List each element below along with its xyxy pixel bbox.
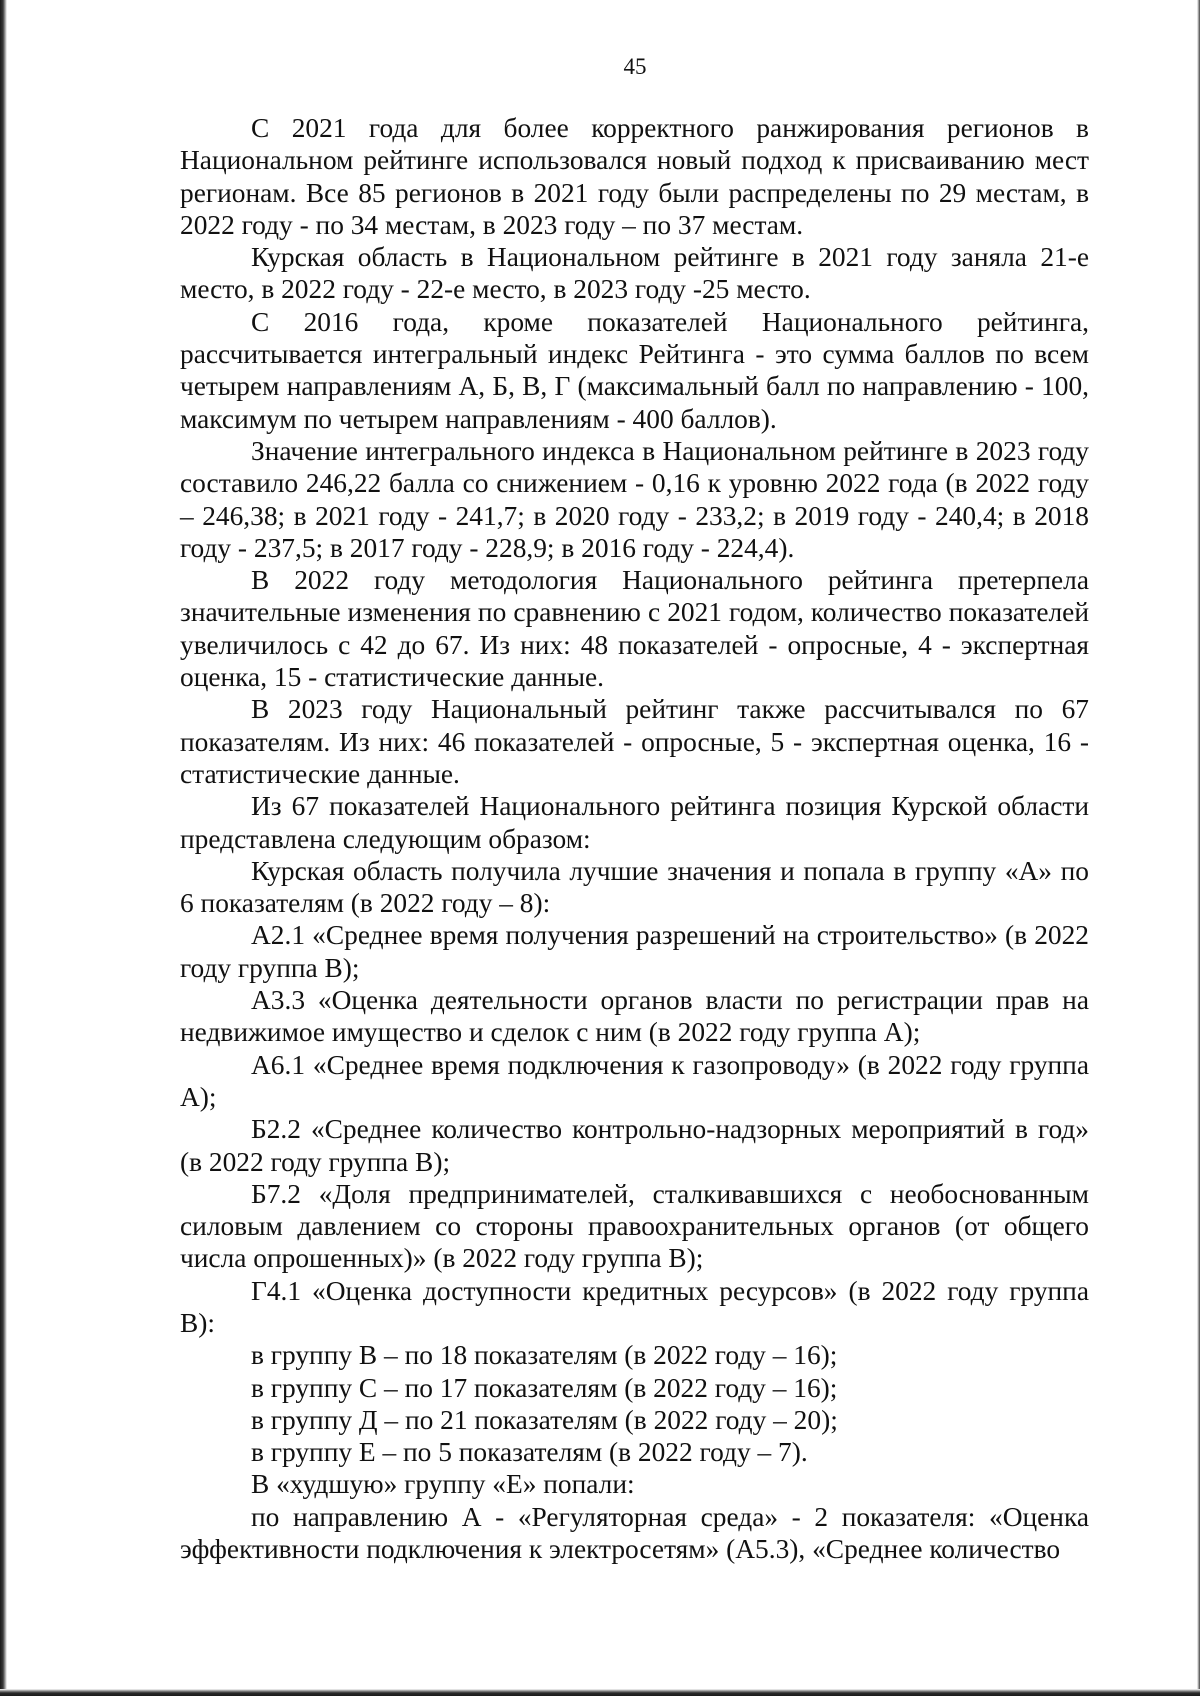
indicator-a3-3: А3.3 «Оценка деятельности органов власти по регистрации прав на недвижимое имущество и сделок с ним (в 2022 году группа А); (180, 985, 1089, 1048)
group-line-e: в группу Е – по 5 показателям (в 2022 году – 7). (251, 1437, 808, 1468)
paragraph-ranking-approach: С 2021 года для более корректного ранжирования регионов в Национальном рейтинге использовался новый подход к присваиванию мест регионам. Все 85 регионов в 2021 году были распределены по 29 местам, в 2022 году - по 34 местам, в 2023 году – по 37 местам. (180, 113, 1089, 240)
paragraph-rating-2023: В 2023 году Национальный рейтинг также рассчитывался по 67 показателям. Из них: 46 показателей - опросные, 5 - экспертная оценка, 16 - статистические данные. (180, 694, 1089, 789)
indicator-a6-1: А6.1 «Среднее время подключения к газопроводу» (в 2022 году группа А); (180, 1049, 1089, 1112)
paragraph-index-values: Значение интегрального индекса в Национальном рейтинге в 2023 году составило 246,22 балла со снижением - 0,16 к уровню 2022 года (в 2022 году – 246,38; в 2021 году - 241,7; в 2020 году - 233,2; в 2019 году - 240,4; в 2018 году - 237,5; в 2017 году - 228,9; в 2016 году - 224,4). (180, 435, 1089, 563)
group-line-v: в группу В – по 18 показателям (в 2022 году – 16); (251, 1340, 838, 1371)
paragraph-group-a: Курская область получила лучшие значения и попала в группу «А» по 6 показателям (в 2022 году – 8): (180, 855, 1089, 919)
paragraph-methodology-2022: В 2022 году методология Национального рейтинга претерпела значительные изменения по сравнению с 2021 годом, количество показателей увеличилось с 42 до 67. Из них: 48 показателей - опросные, 4 - экспертная оценка, 15 - статистические данные. (180, 565, 1089, 693)
scan-edge-left (0, 0, 7, 1696)
indicator-a2-1: А2.1 «Среднее время получения разрешений на строительство» (в 2022 году группа В); (180, 920, 1089, 983)
indicator-g4-1: Г4.1 «Оценка доступности кредитных ресурсов» (в 2022 году группа В): (180, 1275, 1089, 1338)
paragraph-kursk-places: Курская область в Национальном рейтинге в 2021 году заняла 21-е место, в 2022 году - 22-е место, в 2023 году -25 место. (180, 242, 1089, 305)
paragraph-direction-a: по направлению А - «Регуляторная среда» - 2 показателя: «Оценка эффективности подключения к электросетям» (А5.3), «Среднее количество (180, 1501, 1089, 1565)
group-line-d: в группу Д – по 21 показателям (в 2022 году – 20); (251, 1404, 838, 1435)
paragraph-kursk-position: Из 67 показателей Национального рейтинга позиция Курской области представлена следующим образом: (180, 791, 1089, 854)
paragraph-worst-group: В «худшую» группу «Е» попали: (251, 1469, 635, 1500)
paragraph-integral-index: С 2016 года, кроме показателей Национального рейтинга, рассчитывается интегральный индекс Рейтинга - это сумма баллов по всем четырем направлениям А, Б, В, Г (максимальный балл по направлению - 100, максимум по четырем направлениям - 400 баллов). (180, 306, 1089, 434)
document-body (180, 112, 1089, 1565)
scan-edge-bottom (0, 1689, 1200, 1696)
page-number: 45 (623, 54, 647, 79)
indicator-b2-2: Б2.2 «Среднее количество контрольно-надзорных мероприятий в год» (в 2022 году группа В); (180, 1114, 1089, 1177)
indicator-b7-2: Б7.2 «Доля предпринимателей, сталкивавшихся с необоснованным силовым давлением со стороны правоохранительных органов (от общего числа опрошенных)» (в 2022 году группа В); (180, 1178, 1089, 1274)
group-line-s: в группу С – по 17 показателям (в 2022 году – 16); (251, 1372, 838, 1403)
